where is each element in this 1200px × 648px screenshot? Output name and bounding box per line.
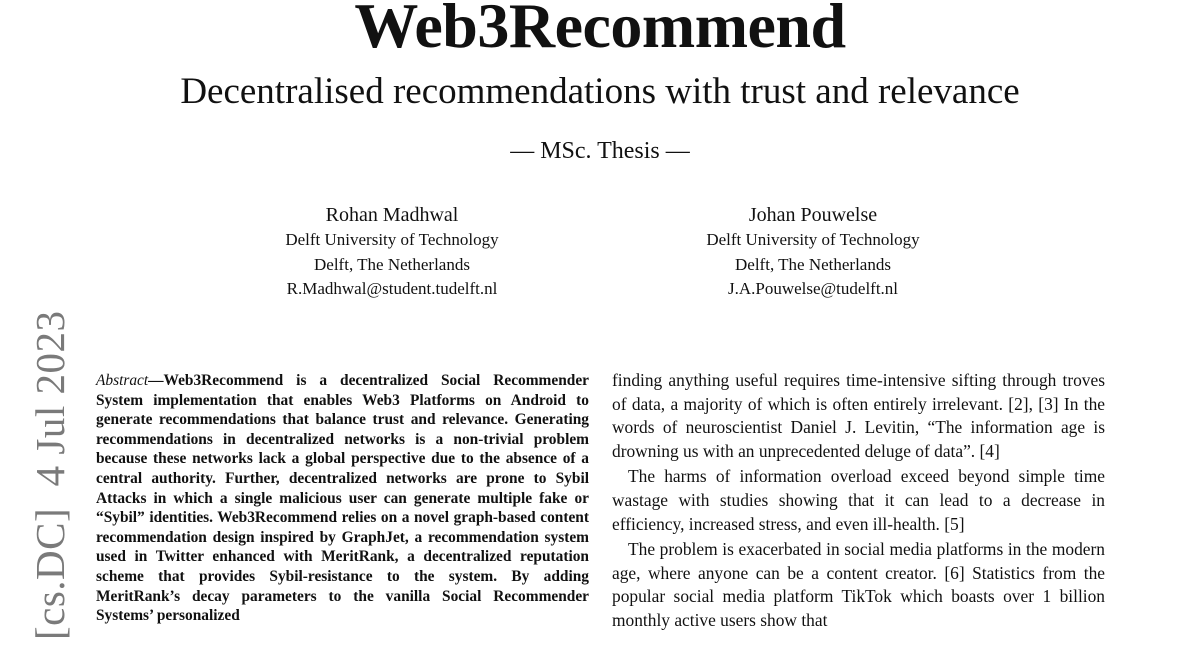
abstract bbox=[96, 371, 589, 626]
author-name: Rohan Madhwal bbox=[325, 204, 459, 226]
body-paragraph: finding anything useful requires time-intensive sifting through troves of data, a majority of which is often entirely irrelevant. [2], [3] In the words of neuroscientist Daniel J. Levitin, “The information age is drowning us with an unprecedented deluge of data”. [4] bbox=[612, 370, 1105, 461]
body-paragraph: The problem is exacerbated in social media platforms in the modern age, where anyone can be a content creator. [6] Statistics from the popular social media platform TikTok which boasts over 1 billion monthly active users show that bbox=[612, 539, 1105, 630]
abstract-label: Abstract bbox=[96, 372, 149, 389]
thesis-line: — MSc. Thesis — bbox=[510, 138, 690, 164]
author-affiliation: Delft University of Technology bbox=[285, 230, 499, 249]
paper-title: Web3Recommend bbox=[354, 0, 846, 61]
body-paragraph: The harms of information overload exceed beyond simple time wastage with studies showing that it can lead to a decrease in efficiency, increased stress, and even ill-health. [5] bbox=[612, 466, 1105, 534]
author-affiliation: Delft University of Technology bbox=[706, 230, 920, 249]
abstract-dash: — bbox=[148, 372, 164, 389]
author-email: R.Madhwal@student.tudelft.nl bbox=[286, 279, 498, 298]
abstract-text: Web3Recommend is a decentralized Social Recommender System implementation that enables Web3 Platforms on Android to generate recommendations that balance trust and relevance. Generating recommendations in decentralized networks is a non-trivial problem because these networks lack a global perspective due to the absence of a central authority. Further, decentralized networks are prone to Sybil Attacks in which a single malicious user can generate multiple fake or “Sybil” identities. Web3Recommend relies on a novel graph-based content recommendation design inspired by GraphJet, a recommendation system used in Twitter enhanced with MeritRank, a decentralized reputation scheme that provides Sybil-resistance to the system. By adding MeritRank’s decay parameters to the vanilla Social Recommender Systems’ personalized bbox=[96, 372, 589, 625]
author-name: Johan Pouwelse bbox=[748, 204, 878, 226]
author-location: Delft, The Netherlands bbox=[735, 254, 891, 274]
paper-subtitle: Decentralised recommendations with trust and relevance bbox=[180, 71, 1020, 112]
arxiv-stamp: [cs.DC] 4 Jul 2023 bbox=[27, 310, 73, 640]
author-block-1 bbox=[212, 202, 572, 302]
author-block-2 bbox=[633, 202, 993, 302]
author-email: J.A.Pouwelse@tudelft.nl bbox=[727, 279, 899, 298]
author-location: Delft, The Netherlands bbox=[314, 254, 470, 274]
body-column bbox=[612, 369, 1105, 635]
